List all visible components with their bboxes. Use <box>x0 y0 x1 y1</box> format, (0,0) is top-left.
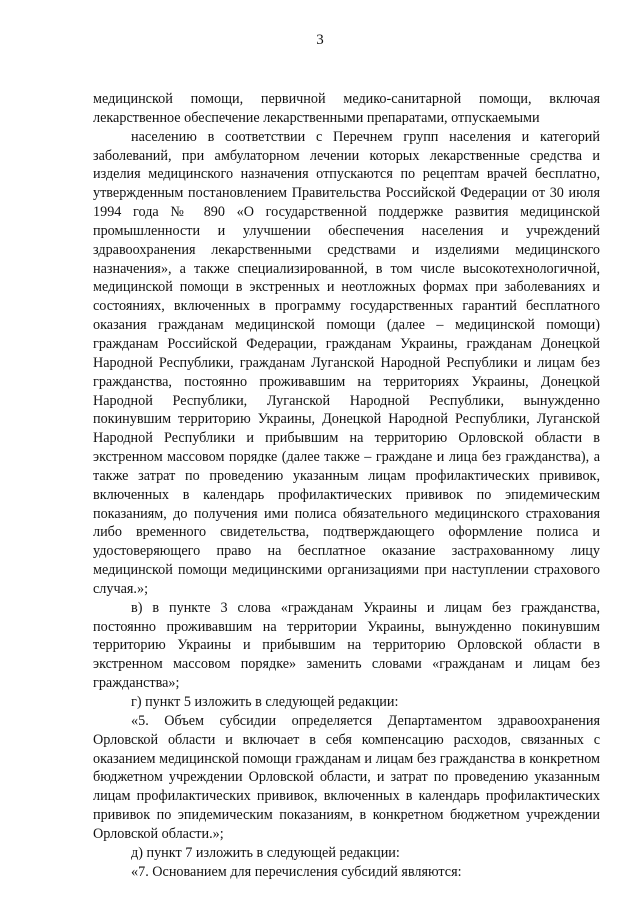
paragraph-main: населению в соответствии с Перечнем групп населения и категорий заболеваний, при амбулаторном лечении которых лекарственные средства и изделия медицинского назначения отпускаются по рецептам врачей бесплатно, утвержденным постановлением Правительства Российской Федерации от 30 июля 1994 года № 890 «О государственной поддержке развития медицинской промышленности и улучшении обеспечения населения и учреждений здравоохранения лекарственными средствами и изделиями медицинского назначения», а также специализированной, в том числе высокотехнологичной, медицинской помощи в экстренных и неотложных формах при заболеваниях и состояниях, включенных в программу государственных гарантий бесплатного оказания гражданам медицинской помощи (далее – медицинской помощи) гражданам Российской Федерации, гражданам Украины, гражданам Донецкой Народной Республики, гражданам Луганской Народной Республики и лицам без гражданства, постоянно проживавшим на территориях Украины, Донецкой Народной Республики, Луганской Народной Республики, вынужденно покинувшим территорию Украины, Донецкой Народной Республики, Луганской Народной Республики и прибывшим на территорию Орловской области в экстренном массовом порядке (далее также – граждане и лица без гражданства), а также затрат по проведению указанным лицам профилактических прививок, включенных в календарь профилактических прививок по эпидемическим показаниям, до получения ими полиса обязательного медицинского страхования либо временного свидетельства, подтверждающего оформление полиса и удостоверяющего право на бесплатное оказание застрахованному лицу медицинской помощи медицинскими организациями при наступлении страхового случая.»; <box>93 128 600 597</box>
paragraph-item-v: в) в пункте 3 слова «гражданам Украины и лицам без гражданства, постоянно проживавшим на территории Украины, вынужденно покинувшим территорию Украины и прибывшим на территорию Орловской области в экстренном массовом порядке» заменить словами «гражданам и лицам без гражданства»; <box>93 599 600 692</box>
paragraph-point-5: «5. Объем субсидии определяется Департаментом здравоохранения Орловской области и включает в себя компенсацию расходов, связанных с оказанием медицинской помощи гражданам и лицам без гражданства в конкретном бюджетном учреждении Орловской области, и затрат по проведению указанным лицам профилактических прививок, включенных в календарь профилактических прививок по эпидемическим показаниям, в конкретном бюджетном учреждении Орловской области.»; <box>93 712 600 842</box>
document-body <box>93 90 600 881</box>
paragraph-continuation: медицинской помощи, первичной медико-санитарной помощи, включая лекарственное обеспечение лекарственными препаратами, отпускаемыми <box>93 91 600 126</box>
paragraph-item-d: д) пункт 7 изложить в следующей редакции: <box>131 844 400 861</box>
paragraph-item-g: г) пункт 5 изложить в следующей редакции: <box>131 694 399 710</box>
paragraph-point-7: «7. Основанием для перечисления субсидий являются: <box>131 863 462 880</box>
page-number: 3 <box>316 32 324 48</box>
